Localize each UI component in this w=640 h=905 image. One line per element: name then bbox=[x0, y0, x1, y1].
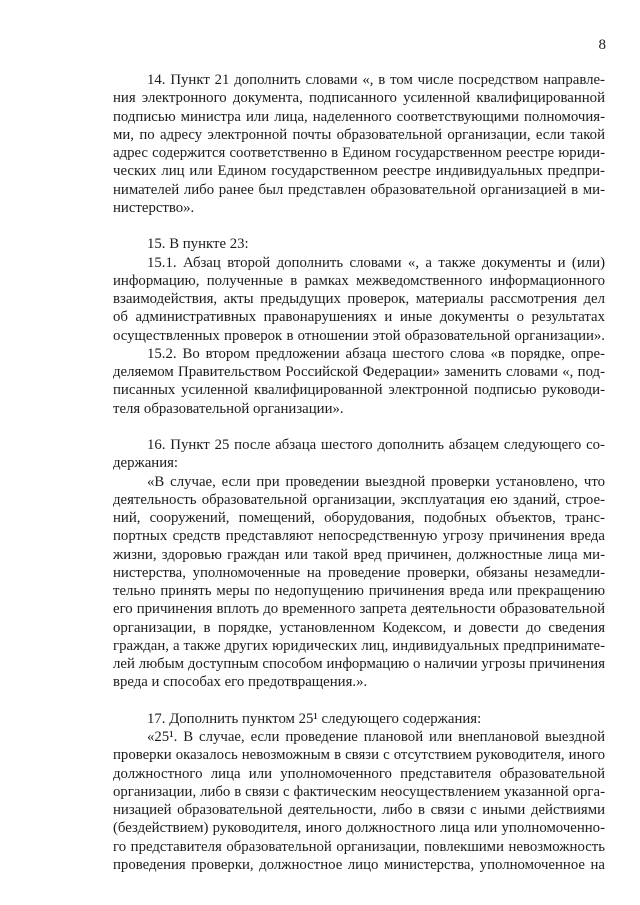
text-line: нистерства, уполномоченные на проведение проверки, обязаны незамедли- bbox=[113, 564, 605, 581]
text-line: 15. В пункте 23: bbox=[147, 236, 249, 253]
text-line: жизни, здоровью граждан или такой вред причинен, должностные лица ми- bbox=[113, 546, 605, 563]
text-line: взаимодействия, акты предыдущих проверок, материалы рассмотрения дел bbox=[113, 291, 605, 307]
text-line: тельно принять меры по недопущению причинения вреда или прекращению bbox=[113, 583, 605, 599]
paragraph-item-15-1 bbox=[113, 254, 605, 345]
paragraph-gap bbox=[113, 217, 605, 235]
text-line: портных средств представляют непосредственную угрозу причинения вреда bbox=[113, 528, 605, 545]
text-line: держания: bbox=[113, 455, 179, 472]
page-number: 8 bbox=[598, 37, 606, 53]
text-line: (бездействием) руководителя, иного должностного лица или уполномоченно- bbox=[113, 820, 605, 837]
text-line: 16. Пункт 25 после абзаца шестого дополнить абзацем следующего со- bbox=[147, 437, 605, 453]
text-line: осуществленных проверок в отношении этой образовательной организации». bbox=[113, 327, 605, 344]
text-line: го представителя образовательной организации, повлекшими невозможность bbox=[113, 838, 605, 855]
text-line: деляемом Правительством Российской Федерации» заменить словами «, под- bbox=[113, 364, 605, 380]
paragraph-item-14 bbox=[113, 71, 605, 217]
text-line: ний, сооружений, помещений, оборудования, подобных объектов, транс- bbox=[113, 510, 605, 526]
text-line: его причинения вплоть до временного запрета деятельности образовательной bbox=[113, 601, 605, 618]
paragraph-item-15-heading bbox=[113, 235, 605, 253]
text-line: должностного лица или уполномоченного представителя образовательной bbox=[113, 765, 605, 782]
text-line: подписью министра или лица, наделенного соответствующими полномочия- bbox=[113, 108, 605, 125]
paragraph-gap bbox=[113, 692, 605, 710]
paragraph-item-17-text bbox=[113, 728, 605, 874]
paragraph-item-17-heading bbox=[113, 710, 605, 728]
text-line: деятельность образовательной организации, эксплуатация ею зданий, строе- bbox=[113, 491, 605, 508]
text-line: низацией образовательной деятельности, либо в связи с иными действиями bbox=[113, 802, 605, 818]
paragraph-gap bbox=[113, 418, 605, 436]
text-line: организации, либо в связи с фактическим неосуществлением указанной орга- bbox=[113, 783, 605, 800]
text-line: 14. Пункт 21 дополнить словами «, в том числе посредством направле- bbox=[147, 72, 605, 88]
text-line: организации, в порядке, установленном Кодексом, и довести до сведения bbox=[113, 619, 605, 636]
text-line: «25¹. В случае, если проведение плановой или внеплановой выездной bbox=[147, 729, 605, 745]
paragraph-item-16-quote bbox=[113, 473, 605, 692]
text-line: «В случае, если при проведении выездной проверки установлено, что bbox=[147, 473, 605, 490]
text-line: 15.2. Во втором предложении абзаца шестого слова «в порядке, опре- bbox=[147, 345, 605, 362]
paragraph-item-16 bbox=[113, 436, 605, 473]
text-line: 15.1. Абзац второй дополнить словами «, а также документы и (или) bbox=[147, 254, 605, 271]
text-line: граждан, а также других юридических лиц, индивидуальных предпринимате- bbox=[113, 637, 605, 654]
text-line: лей любым доступным способом информацию о наличии угрозы причинения bbox=[113, 656, 605, 672]
text-line: ми, по адресу электронной почты образовательной организации, если такой bbox=[113, 126, 605, 143]
text-line: теля образовательной организации». bbox=[113, 400, 344, 417]
text-line: нимателей либо ранее был представлен образовательной организацией в ми- bbox=[113, 181, 605, 198]
paragraph-item-15-2 bbox=[113, 345, 605, 418]
text-line: проведения проверки, должностное лицо министерства, уполномоченное на bbox=[113, 856, 605, 873]
text-line: адрес содержится соответственно в Едином государственном реестре юриди- bbox=[113, 145, 605, 161]
text-line: проверки оказалось невозможным в связи с отсутствием руководителя, иного bbox=[113, 747, 605, 764]
text-line: информацию, полученные в рамках межведомственного информационного bbox=[113, 272, 605, 289]
text-line: нистерство». bbox=[113, 199, 195, 216]
text-line: об административных правонарушениях и иные документы о результатах bbox=[113, 309, 605, 326]
text-line: писанных усиленной квалифицированной электронной подписью руководи- bbox=[113, 382, 605, 399]
text-line: ческих лиц или Едином государственном реестре индивидуальных предпри- bbox=[113, 163, 605, 180]
text-line: 17. Дополнить пунктом 25¹ следующего содержания: bbox=[147, 710, 482, 727]
text-line: вреда и способах его предотвращения.». bbox=[113, 674, 368, 691]
document-body bbox=[113, 71, 605, 874]
text-line: ния электронного документа, подписанного усиленной квалифицированной bbox=[113, 90, 605, 107]
